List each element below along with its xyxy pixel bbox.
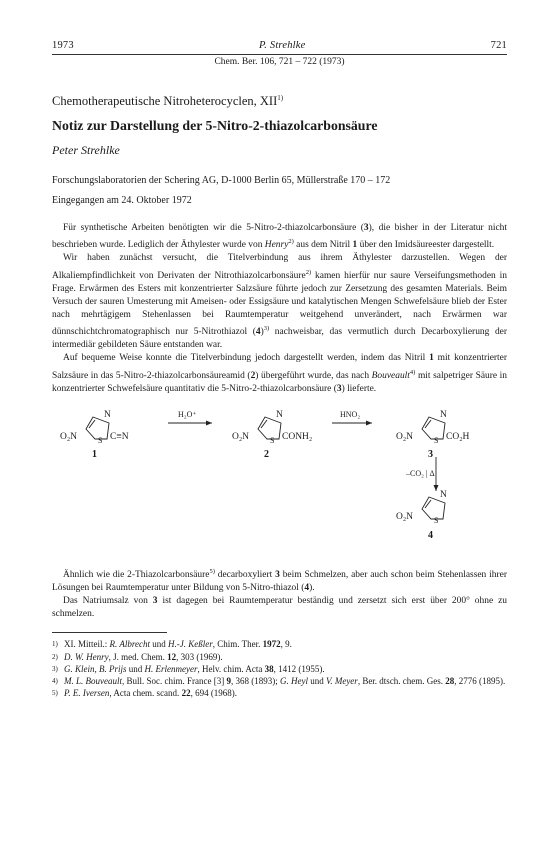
arrowhead (434, 485, 439, 491)
text-run: aus dem Nitril (293, 240, 353, 251)
compound-ref: 4 (304, 583, 310, 594)
header-rule (52, 54, 507, 55)
footnote-run: , 9. (280, 639, 292, 650)
header-author: P. Strehlke (258, 40, 306, 51)
ring-double-bond (425, 420, 431, 428)
footnote-run: M. L. Bouveault (64, 675, 122, 686)
paragraph-3 (52, 352, 507, 395)
article-series (52, 94, 507, 109)
footnote-run: und (150, 639, 168, 650)
nitro-group: O₂N (60, 431, 78, 442)
paragraph-2 (52, 252, 507, 352)
paragraph-1 (52, 222, 507, 252)
reagent-label-1: H₂O⁺ (178, 409, 197, 419)
footnote-run: , 694 (1968). (190, 688, 238, 699)
footnote-run: , Acta chem. scand. (109, 688, 182, 699)
paragraph-4 (52, 565, 507, 595)
atom-s: S (98, 435, 103, 445)
footnote-run: G. Heyl (279, 675, 308, 686)
text-run: Wir haben zunächst versucht, die Titelverbindung aus ihrem Äthylester darzustellen. Wegen der Alkaliempfindlichkeit von Derivaten der Nitrothiazolcarbonsäure (52, 253, 507, 281)
ring-double-bond (261, 420, 267, 428)
text-run: Für synthetische Arbeiten benötigten wir die 5-Nitro-2-thiazolcarbonsäure ( (63, 223, 364, 234)
author-ref: Bouveault (371, 370, 410, 381)
journal-citation: Chem. Ber. 106, 721 – 722 (1973) (214, 57, 345, 67)
ring-double-bond (89, 420, 95, 428)
footnote-ref: 2) (305, 268, 312, 276)
footnote-run: 1972 (262, 639, 281, 650)
footnote-run: , 368 (1893); (230, 675, 280, 686)
compound-ref: 3 (336, 383, 342, 394)
footnote-1 (52, 638, 507, 650)
series-footnote-ref: 1) (277, 94, 284, 102)
text-run: mit konzentrierter Salzsäure in das 5-Nitro-2-thiazolcarbonsäureamid ( (52, 353, 507, 381)
nitro-group: O₂N (232, 431, 250, 442)
carboxyl-group: CO₂H (446, 431, 470, 442)
atom-n: N (276, 409, 283, 420)
compound-label-2: 2 (264, 448, 269, 460)
compound-ref: 1 (429, 353, 434, 364)
footnote-text (64, 651, 507, 663)
text-run: nachweisbar, das vermutlich durch Decarboxylierung der intermediär gebildeten Säure entstanden war. (52, 327, 507, 351)
footnote-ref: 3) (263, 325, 270, 333)
atom-n: N (104, 409, 111, 420)
footnote-run: P. E. Iversen (64, 688, 110, 699)
footnote-3 (52, 663, 507, 675)
atom-s: S (434, 515, 439, 525)
footnote-run: , 1412 (1955). (273, 663, 325, 674)
compound-ref: 1 (352, 240, 358, 251)
text-run: decarboxyliert (214, 569, 276, 580)
footnotes (52, 638, 507, 699)
compound-ref: 3 (152, 596, 158, 607)
text-run: ), die bisher in der Literatur nicht beschrieben wurde. Lediglich der Äthylester wurde von (52, 223, 507, 251)
text-run: Auf bequeme Weise konnte die Titelverbindung jedoch dargestellt werden, indem das Nitril (63, 353, 430, 364)
text-run: über den Imidsäureester dargestellt. (357, 240, 495, 251)
text-run: ist dagegen bei Raumtemperatur beständig und zersetzt sich erst über 200° ohne zu schmelzen. (52, 596, 507, 620)
journal-page (52, 40, 507, 699)
text-run: beim Schmelzen, aber auch schon beim Stehenlassen ihrer Lösungen bei Raumtemperatur unter Bildung von 5-Nitro-thiazol ( (52, 569, 507, 594)
footnote-number: 2) (52, 652, 58, 661)
footnote-run: D. W. Henry (64, 651, 109, 662)
footnote-run: XI. Mitteil.: (64, 639, 110, 650)
nitro-group: O₂N (396, 511, 414, 522)
article-author: Peter Strehlke (52, 143, 120, 158)
footnote-run: H.-J. Keßler (168, 639, 213, 650)
footnote-run: , J. med. Chem. (108, 651, 168, 662)
footnote-run: und (307, 675, 326, 686)
compound-ref: 3 (363, 223, 369, 234)
footnote-run: , Helv. chim. Acta (197, 663, 265, 674)
footnote-run: V. Meyer (325, 675, 358, 686)
footnote-number: 5) (52, 689, 58, 698)
footnote-ref: 5) (209, 567, 215, 575)
footnote-run: 22 (181, 688, 191, 699)
footnote-4 (52, 675, 507, 687)
footnote-run: H. Erlenmeyer (144, 663, 198, 674)
footnote-ref: 4) (409, 368, 416, 376)
compound-label-1: 1 (92, 448, 97, 460)
amide-group: CONH₂ (282, 431, 313, 442)
footnote-run: , 2776 (1895). (454, 675, 506, 686)
article-title: Notiz zur Darstellung der 5-Nitro-2-thiazolcarbonsäure (52, 118, 378, 134)
compound-ref: 4 (255, 327, 261, 338)
footnote-run: , Ber. dtsch. chem. Ges. (357, 675, 446, 686)
footnote-run: , Chim. Ther. (212, 639, 263, 650)
footnote-run: 9 (226, 675, 231, 686)
reagent-label-2: HNO₂ (340, 409, 361, 419)
footnote-number: 1) (52, 640, 58, 649)
footnote-2 (52, 651, 507, 663)
text-run: kamen hierfür nur saure Verseifungsmethoden in Frage. Erwärmen des Esters mit konzentrierter Salzsäure führte jedoch zur Zersetzung des gesamten Materials. Beim Versuch der sauren Umesterung mit Ameisen- oder Essigsäure und katalytischen Mengen Schwefelsäure blieb der Ester nach mehrtägigem Stehenlassen bei Raumtemperatur weitgehend unverändert, nach Erwärmen war dünnschichtchromatographisch nur 5-Nitrothiazol ( (52, 270, 508, 338)
scheme-drawing (52, 397, 507, 565)
ring-double-bond (425, 500, 431, 508)
text-run: Ähnlich wie die 2-Thiazolcarbonsäure (63, 569, 210, 580)
author-affiliation: Forschungslaboratorien der Schering AG, D-1000 Berlin 65, Müllerstraße 170 – 172 (52, 175, 391, 187)
footnote-run: und (126, 663, 145, 674)
footnote-text (64, 687, 507, 699)
footnote-text (64, 675, 507, 687)
compound-ref: 3 (275, 569, 280, 580)
text-run: mit salpetriger Säure in konzentrierter Schwefelsäure quantitativ die 5-Nitro-2-thiazolcarbonsäure ( (52, 370, 507, 394)
text-run: ) lieferte. (341, 383, 377, 394)
atom-n: N (440, 409, 447, 420)
compound-label-4: 4 (428, 529, 433, 541)
received-date: Eingegangen am 24. Oktober 1972 (52, 195, 192, 207)
atom-n: N (440, 489, 447, 500)
footnote-run: 28 (445, 675, 455, 686)
atom-s: S (270, 435, 275, 445)
text-run: ) (260, 327, 264, 338)
article-body (52, 222, 507, 396)
footnote-text (64, 638, 507, 650)
article-body-continued (52, 565, 507, 622)
text-run: ). (309, 583, 315, 594)
reagent-label-3: –CO₂ | Δ (406, 468, 435, 478)
paragraph-5 (52, 595, 507, 621)
footnote-run: , Bull. Soc. chim. France [3] (122, 675, 227, 686)
footnote-run: G. Klein, B. Prijs (64, 663, 127, 674)
text-run: Das Natriumsalz von (63, 596, 153, 607)
header-year: 1973 (52, 40, 74, 51)
compound-label-3: 3 (428, 448, 433, 460)
header-page-number: 721 (490, 40, 507, 51)
reaction-scheme (52, 397, 507, 565)
compound-ref: 2 (250, 370, 256, 381)
footnote-run: 12 (167, 651, 177, 662)
nitrile-group: C≡N (110, 431, 129, 442)
footnote-rule (52, 632, 167, 633)
footnote-ref: 2) (288, 238, 294, 246)
series-text: Chemotherapeutische Nitroheterocyclen, XII (52, 94, 278, 109)
author-ref: Henry (264, 240, 289, 251)
footnote-5 (52, 687, 507, 699)
atom-s: S (434, 435, 439, 445)
arrowhead (206, 420, 212, 425)
text-run: ) übergeführt wurde, das nach (255, 370, 372, 381)
footnote-number: 4) (52, 676, 58, 685)
arrowhead (366, 420, 372, 425)
footnote-run: 38 (264, 663, 274, 674)
footnote-run: , 303 (1969). (176, 651, 223, 662)
footnote-run: R. Albrecht (109, 639, 150, 650)
footnote-text (64, 663, 507, 675)
running-head (52, 40, 507, 51)
footnote-number: 3) (52, 664, 58, 673)
nitro-group: O₂N (396, 431, 414, 442)
